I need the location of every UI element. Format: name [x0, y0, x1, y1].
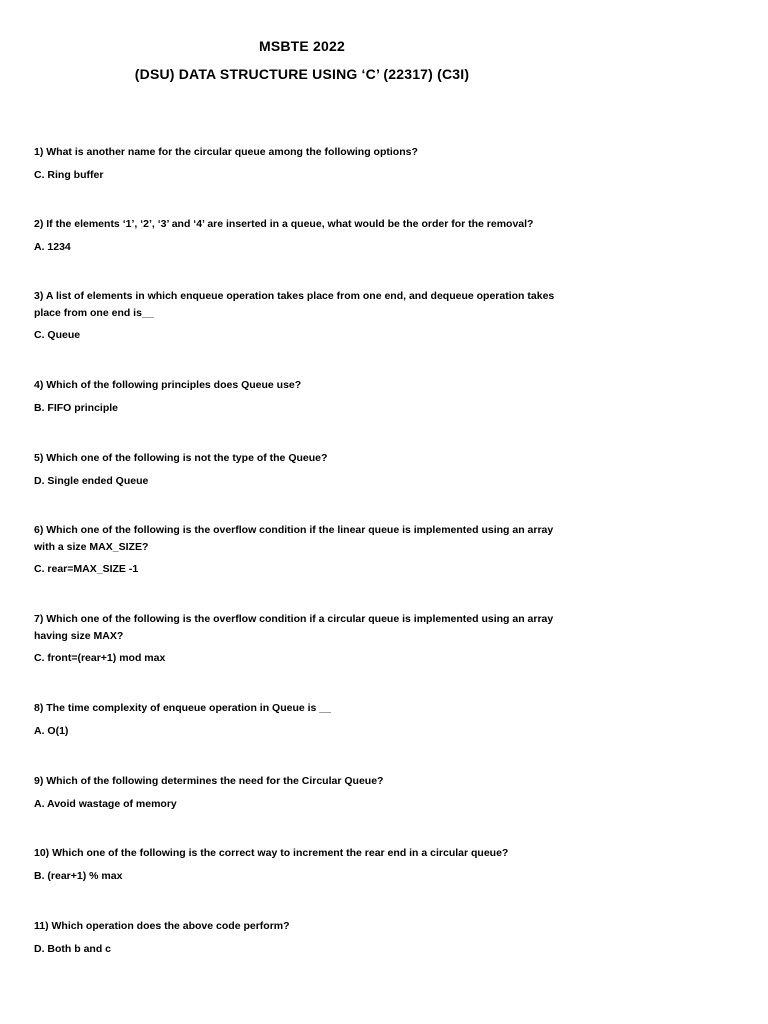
question-text: 11) Which operation does the above code perform? — [34, 920, 290, 932]
answer-text: C. Queue — [34, 329, 81, 341]
answer-text: A. O(1) — [34, 724, 69, 737]
question-item-11 — [34, 918, 574, 957]
question-item-9 — [34, 773, 574, 812]
answer-text: D. Single ended Queue — [34, 474, 149, 487]
answer-text: A. 1234 — [34, 240, 71, 253]
question-text: 8) The time complexity of enqueue operation in Queue is __ — [34, 702, 331, 714]
question-text: 1) What is another name for the circular queue among the following options? — [34, 146, 418, 158]
question-item-3 — [34, 288, 574, 344]
question-text: 10) Which one of the following is the correct way to increment the rear end in a circular queue? — [34, 847, 509, 859]
question-item-2 — [34, 216, 574, 255]
question-item-8 — [34, 700, 574, 739]
answer-text: D. Both b and c — [34, 942, 111, 955]
question-item-5 — [34, 450, 574, 489]
answer-text: C. Ring buffer — [34, 168, 104, 181]
question-item-1 — [34, 144, 574, 183]
answer-text: C. front=(rear+1) mod max — [34, 652, 166, 664]
question-item-4 — [34, 377, 574, 416]
question-text: 7) Which one of the following is the overflow condition if a circular queue is implemented using an array having size MAX? — [34, 613, 554, 642]
document-subtitle: (DSU) DATA STRUCTURE USING ‘C’ (22317) (C3I) — [134, 66, 470, 82]
answer-text: A. Avoid wastage of memory — [34, 797, 177, 810]
answer-text: C. rear=MAX_SIZE -1 — [34, 563, 139, 575]
question-text: 2) If the elements ‘1’, ‘2’, ‘3’ and ‘4’ are inserted in a queue, what would be the order for the removal? — [34, 218, 534, 230]
question-text: 5) Which one of the following is not the type of the Queue? — [34, 452, 328, 464]
question-text: 6) Which one of the following is the overflow condition if the linear queue is implemented using an array with a size MAX_SIZE? — [34, 524, 554, 553]
question-item-10 — [34, 845, 574, 884]
question-text: 9) Which of the following determines the need for the Circular Queue? — [34, 775, 384, 787]
question-item-7 — [34, 611, 574, 667]
question-text: 4) Which of the following principles does Queue use? — [34, 379, 302, 391]
answer-text: B. (rear+1) % max — [34, 869, 123, 882]
question-item-6 — [34, 522, 574, 578]
document-title: MSBTE 2022 — [258, 38, 346, 54]
answer-text: B. FIFO principle — [34, 401, 119, 414]
question-text: 3) A list of elements in which enqueue operation takes place from one end, and dequeue operation takes place from one end is__ — [34, 290, 555, 319]
